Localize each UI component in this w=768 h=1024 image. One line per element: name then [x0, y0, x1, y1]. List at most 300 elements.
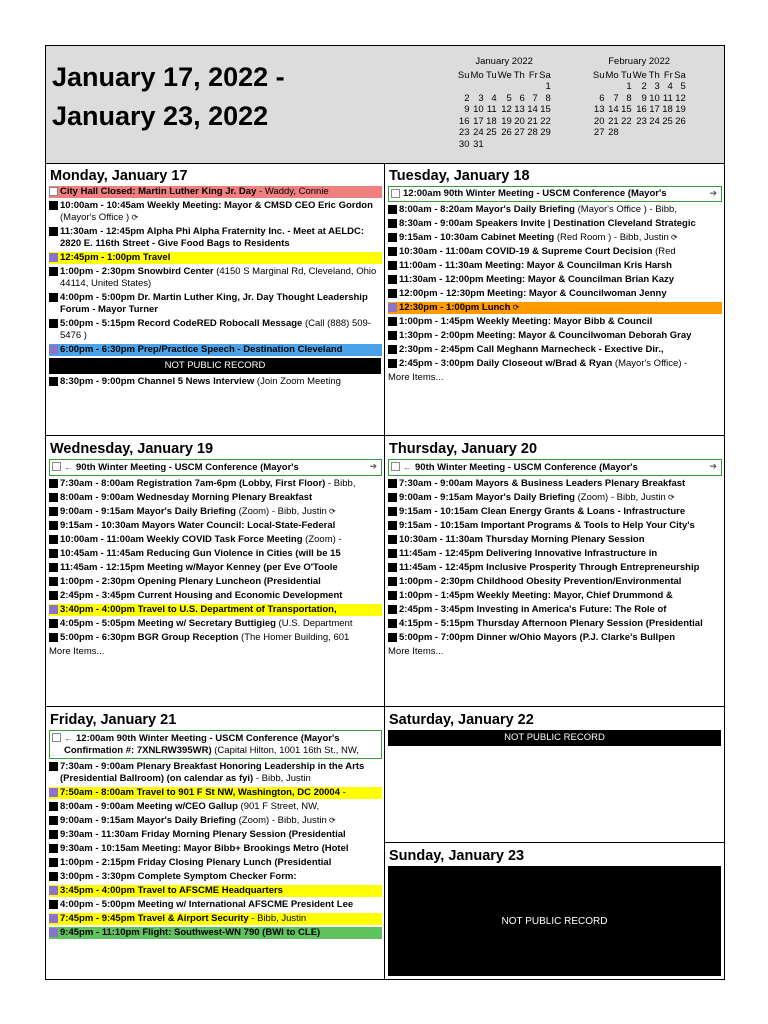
event-title: 10:30am - 11:30am Thursday Morning Plenary Session	[399, 534, 645, 545]
recurring-icon: ⟳	[665, 493, 675, 502]
calendar-event[interactable]	[388, 260, 722, 272]
category-square-icon	[391, 189, 400, 198]
calendar-event[interactable]	[49, 843, 382, 855]
category-square-icon	[388, 233, 397, 242]
mini-calendar-week	[592, 116, 686, 128]
event-details: (Red	[652, 246, 676, 257]
mini-calendar-date[interactable]: 6	[599, 92, 605, 104]
event-details: (Zoom) - Bibb, Justin	[574, 492, 666, 503]
mini-calendar-week	[592, 81, 686, 93]
more-items-link[interactable]: More Items...	[388, 646, 444, 657]
mini-calendar-date[interactable]: 25	[662, 115, 673, 127]
calendar-page	[45, 45, 725, 980]
event-title: 11:30am - 12:45pm Alpha Phi Alpha Fraternity Inc. - Meet at AELDC: 2820 E. 116th Street - Give Food Bags to Residents	[60, 226, 365, 249]
calendar-event[interactable]	[49, 226, 382, 250]
category-square-icon	[49, 293, 58, 302]
category-square-icon	[52, 733, 61, 742]
mini-calendar-date[interactable]: 28	[608, 127, 619, 138]
category-square-icon	[49, 253, 58, 262]
event-title: 4:15pm - 5:15pm Thursday Afternoon Plenary Session (Presidential	[399, 618, 703, 629]
calendar-event[interactable]	[388, 478, 722, 490]
calendar-event[interactable]	[49, 885, 382, 897]
mini-calendar-date[interactable]: 7	[613, 92, 619, 104]
mini-calendar-date[interactable]: 23	[458, 127, 470, 138]
calendar-event[interactable]	[49, 292, 382, 316]
more-items-link[interactable]: More Items...	[49, 646, 105, 657]
calendar-event[interactable]	[49, 871, 382, 883]
calendar-event[interactable]	[49, 478, 382, 490]
mini-calendar-date[interactable]	[497, 139, 512, 151]
mini-calendar-date[interactable]	[525, 81, 538, 93]
category-square-icon	[49, 914, 58, 923]
banner-event-title: 90th Winter Meeting - USCM Conference (Mayor's	[415, 462, 638, 473]
mini-calendar-date[interactable]	[484, 81, 497, 93]
calendar-event[interactable]	[49, 252, 382, 264]
calendar-event[interactable]	[388, 604, 722, 616]
category-square-icon	[388, 359, 397, 368]
mini-calendar-date[interactable]: 26	[501, 127, 512, 138]
calendar-event[interactable]	[388, 204, 722, 216]
calendar-event[interactable]	[388, 506, 722, 518]
category-square-icon	[49, 345, 58, 354]
mini-calendar-date[interactable]	[512, 139, 525, 151]
mini-calendar-date[interactable]	[619, 127, 632, 139]
event-title: 8:00am - 8:20am Mayor's Daily Briefing	[399, 204, 575, 215]
category-square-icon	[49, 377, 58, 386]
continues-right-arrow-icon: ➔	[369, 461, 377, 471]
mini-calendar-date[interactable]: 28	[527, 127, 538, 138]
mini-calendar-date[interactable]: 31	[473, 138, 484, 150]
all-day-event-banner[interactable]	[49, 459, 382, 476]
event-title: 10:00am - 11:00am Weekly COVID Task Force Meeting	[60, 534, 303, 545]
mini-calendar-date[interactable]: 15	[540, 104, 551, 115]
mini-calendar-date[interactable]: 3	[654, 81, 660, 92]
event-title: 5:00pm - 6:30pm BGR Group Reception	[60, 632, 239, 643]
mini-calendar-date[interactable]: 16	[458, 115, 470, 127]
event-title: 7:30am - 8:00am Registration 7am-6pm (Lobby, First Floor)	[60, 478, 326, 489]
event-title: 7:45pm - 9:45pm Travel & Airport Security	[60, 913, 249, 924]
category-square-icon	[49, 549, 58, 558]
event-details: (Mayor's Office ) - Bibb,	[574, 204, 677, 215]
continues-from-left-icon: ←	[64, 462, 73, 472]
calendar-event[interactable]	[388, 548, 722, 560]
mini-calendar-date[interactable]: 17	[473, 115, 484, 127]
calendar-event[interactable]	[49, 913, 382, 925]
category-square-icon	[49, 187, 58, 196]
category-square-icon	[49, 267, 58, 276]
mini-calendar-week	[457, 127, 551, 139]
event-details: (Mayor's Office )	[60, 212, 130, 223]
category-square-icon	[388, 275, 397, 284]
mini-calendar-date[interactable]: 26	[675, 115, 686, 127]
all-day-event-banner[interactable]	[388, 186, 722, 202]
mini-calendar-date[interactable]: 13	[514, 104, 525, 115]
mini-calendar-date[interactable]: 10	[649, 92, 660, 104]
calendar-event[interactable]	[388, 246, 722, 258]
day-sunday	[385, 843, 724, 979]
event-title: 9:30am - 10:15am Meeting: Mayor Bibb+ Brookings Metro (Hotel	[60, 843, 349, 854]
mini-calendar-date[interactable]: 14	[608, 104, 619, 115]
mini-calendar-date[interactable]: 9	[464, 104, 470, 115]
category-square-icon	[49, 521, 58, 530]
title-line-2: January 23, 2022	[52, 101, 269, 131]
mini-calendar-date[interactable]	[660, 127, 673, 139]
event-details: (Join Zoom Meeting	[254, 376, 341, 387]
continues-from-left-icon: ←	[403, 462, 412, 472]
banner-event-title: 12:00am 90th Winter Meeting - USCM Conference (Mayor's	[403, 188, 667, 199]
mini-calendar-date[interactable]: 24	[473, 127, 484, 138]
calendar-event[interactable]	[388, 618, 722, 630]
category-square-icon	[388, 331, 397, 340]
category-square-icon	[49, 900, 58, 909]
mini-calendar-date[interactable]: 20	[593, 115, 605, 127]
category-square-icon	[49, 591, 58, 600]
mini-calendar-month: January 2022	[475, 56, 533, 67]
mini-calendar-date[interactable]: 1	[626, 81, 632, 92]
dow-label: Th	[513, 69, 525, 81]
event-title: 2:45pm - 3:45pm Investing in America's Future: The Role of	[399, 604, 667, 615]
event-title: 8:00am - 9:00am Wednesday Morning Plenary Breakfast	[60, 492, 313, 503]
dow-label: Su	[457, 69, 470, 81]
event-title: 3:45pm - 4:00pm Travel to AFSCME Headquarters	[60, 885, 283, 896]
mini-calendar-date[interactable]: 2	[464, 92, 470, 104]
event-title: 4:05pm - 5:05pm Meeting w/ Secretary Buttigieg	[60, 618, 276, 629]
mini-calendar-date[interactable]: 18	[486, 115, 497, 127]
event-details: - Waddy, Connie	[256, 186, 329, 197]
all-day-event-banner[interactable]	[49, 730, 382, 759]
recurring-icon: ⟳	[510, 303, 520, 312]
mini-calendar-february	[592, 56, 686, 139]
mini-calendar-date[interactable]: 16	[636, 104, 647, 115]
calendar-event[interactable]	[49, 632, 382, 644]
event-title: 9:00am - 9:15am Mayor's Daily Briefing	[60, 506, 236, 517]
mini-calendar-date[interactable]	[484, 139, 497, 151]
calendar-event[interactable]	[49, 618, 382, 630]
mini-calendar-date[interactable]: 8	[626, 92, 632, 104]
dow-label: We	[497, 69, 512, 81]
calendar-event[interactable]	[388, 520, 722, 532]
category-square-icon	[388, 549, 397, 558]
day-title: Wednesday, January 19	[50, 441, 214, 457]
mini-calendar-date[interactable]: 19	[675, 104, 686, 115]
mini-calendar-date[interactable]: 8	[545, 92, 551, 104]
mini-calendar-date[interactable]	[512, 81, 525, 93]
mini-calendar-date[interactable]: 5	[506, 92, 512, 104]
event-title: 10:30am - 11:00am COVID-19 & Supreme Court Decision	[399, 246, 653, 257]
dow-label: Sa	[539, 69, 551, 81]
calendar-event[interactable]	[49, 548, 382, 560]
category-square-icon	[49, 577, 58, 586]
event-title: 1:30pm - 2:00pm Meeting: Mayor & Councilwoman Deborah Gray	[399, 330, 692, 341]
mini-calendar-date[interactable]: 19	[501, 115, 512, 127]
mini-calendar-date[interactable]	[605, 81, 619, 93]
mini-calendar-date[interactable]: 27	[514, 127, 525, 138]
mini-calendar-date[interactable]: 10	[473, 104, 484, 115]
mini-calendar-date[interactable]	[525, 139, 538, 151]
mini-calendar-date[interactable]: 22	[621, 115, 632, 127]
calendar-event[interactable]	[49, 829, 382, 841]
category-square-icon	[49, 872, 58, 881]
dow-label: Fr	[663, 69, 673, 81]
category-square-icon	[388, 219, 397, 228]
mini-calendar-date[interactable]: 18	[662, 104, 673, 115]
dow-label: Mo	[470, 69, 484, 81]
event-title: 8:30am - 9:00am Speakers Invite | Destination Cleveland Strategic	[399, 218, 696, 229]
dow-label: Su	[592, 69, 605, 81]
mini-calendar-date[interactable]	[497, 81, 512, 93]
event-title: 12:30pm - 1:00pm Lunch	[399, 302, 511, 313]
mini-calendar-date[interactable]	[673, 127, 686, 139]
calendar-event[interactable]	[49, 506, 382, 518]
calendar-event[interactable]	[49, 761, 382, 785]
event-title: 6:00pm - 6:30pm Prep/Practice Speech - Destination Cleveland	[60, 344, 343, 355]
calendar-event[interactable]	[49, 200, 382, 224]
calendar-event[interactable]	[388, 316, 722, 328]
event-title: 9:45pm - 11:10pm Flight: Southwest-WN 790 (BWI to CLE)	[60, 927, 321, 938]
mini-calendar-date[interactable]: 30	[458, 138, 470, 150]
calendar-event[interactable]	[49, 590, 382, 602]
category-square-icon	[49, 928, 58, 937]
event-title: 9:15am - 10:15am Clean Energy Grants & Loans - Infrastructure	[399, 506, 686, 517]
mini-calendar-date[interactable]: 13	[593, 104, 605, 115]
event-title: 1:00pm - 1:45pm Weekly Meeting: Mayor Bibb & Council	[399, 316, 653, 327]
not-public-record-label: NOT PUBLIC RECORD	[501, 915, 608, 927]
dow-label: Tu	[620, 69, 632, 81]
event-details: (Zoom) -	[302, 534, 342, 545]
event-details: (4150 S Marginal Rd, Cleveland, Ohio 44114, United States)	[60, 266, 377, 289]
calendar-event[interactable]	[388, 562, 722, 574]
mini-calendar-date[interactable]: 12	[501, 104, 512, 115]
calendar-event[interactable]	[49, 815, 382, 827]
mini-calendar-date[interactable]: 4	[667, 81, 673, 92]
mini-calendar-date[interactable]: 27	[593, 127, 605, 138]
mini-calendar-week	[592, 127, 686, 139]
day-saturday	[385, 707, 724, 843]
mini-calendar-january	[457, 56, 551, 150]
event-details: -	[340, 787, 346, 798]
calendar-event[interactable]	[49, 857, 382, 869]
dow-label: Th	[648, 69, 660, 81]
category-square-icon	[388, 303, 397, 312]
mini-calendar-date[interactable]: 4	[491, 92, 497, 104]
mini-calendar-date[interactable]: 11	[486, 104, 497, 115]
event-title: 9:00am - 9:15am Mayor's Daily Briefing	[399, 492, 575, 503]
mini-calendar-dow-row	[592, 70, 686, 82]
event-title: 1:00pm - 2:30pm Snowbird Center	[60, 266, 214, 277]
calendar-event[interactable]	[388, 344, 722, 356]
category-square-icon	[388, 345, 397, 354]
mini-calendar-date[interactable]	[470, 81, 484, 93]
category-square-icon	[49, 788, 58, 797]
event-title: 5:00pm - 5:15pm Record CodeRED Robocall Message	[60, 318, 303, 329]
mini-calendar-grid	[592, 70, 686, 139]
calendar-event[interactable]	[388, 590, 722, 602]
mini-calendar-week	[457, 81, 551, 93]
mini-calendar-date[interactable]: 24	[649, 115, 660, 127]
mini-calendar-date[interactable]	[457, 81, 470, 93]
category-square-icon	[391, 462, 400, 471]
calendar-event[interactable]	[388, 492, 722, 504]
event-details: - Bibb, Justin	[253, 773, 311, 784]
category-square-icon	[388, 521, 397, 530]
event-title: 7:50am - 8:00am Travel to 901 F St NW, Washington, DC 20004	[60, 787, 340, 798]
event-details: (The Homer Building, 601	[238, 632, 350, 643]
calendar-event[interactable]	[388, 358, 722, 370]
event-title: 9:15am - 10:15am Important Programs & Tools to Help Your City's	[399, 520, 695, 531]
event-details: - Bibb, Justin	[248, 913, 307, 924]
calendar-event[interactable]	[49, 266, 382, 290]
calendar-event[interactable]	[49, 562, 382, 574]
calendar-event[interactable]	[49, 787, 382, 799]
mini-calendar-date[interactable]: 29	[540, 127, 551, 138]
mini-calendar-date[interactable]	[538, 139, 551, 151]
calendar-event[interactable]	[49, 520, 382, 532]
mini-calendar-date[interactable]: 1	[545, 81, 551, 92]
category-square-icon	[49, 844, 58, 853]
mini-calendar-date[interactable]: 3	[478, 92, 484, 104]
calendar-event[interactable]	[49, 576, 382, 588]
calendar-event[interactable]	[49, 927, 382, 939]
recurring-icon: ⟳	[326, 816, 336, 825]
mini-calendar-week	[592, 93, 686, 105]
calendar-event[interactable]	[49, 604, 382, 616]
mini-calendar-date[interactable]: 12	[675, 92, 686, 104]
mini-calendar-dow-row	[457, 70, 551, 82]
day-tuesday	[385, 163, 724, 436]
category-square-icon	[49, 816, 58, 825]
mini-calendar-week	[457, 93, 551, 105]
mini-calendar-date[interactable]: 21	[608, 115, 619, 127]
calendar-event[interactable]	[388, 288, 722, 300]
day-wednesday	[46, 436, 385, 707]
calendar-event[interactable]	[49, 899, 382, 911]
event-title: 1:00pm - 1:45pm Weekly Meeting: Mayor, Chief Drummond &	[399, 590, 673, 601]
mini-calendar-date[interactable]: 20	[514, 115, 525, 127]
mini-calendar-date[interactable]: 21	[527, 115, 538, 127]
category-square-icon	[388, 205, 397, 214]
continues-right-arrow-icon: ➔	[709, 188, 717, 198]
mini-calendar-date[interactable]: 2	[641, 81, 647, 92]
event-title: 9:30am - 11:30am Friday Morning Plenary Session (Presidential	[60, 829, 346, 840]
mini-calendar-date[interactable]: 7	[532, 92, 538, 104]
category-square-icon	[388, 289, 397, 298]
event-details: (Mayor's Office) -	[612, 358, 688, 369]
event-details: (Zoom) - Bibb, Justin	[235, 815, 327, 826]
mini-calendar-date[interactable]: 22	[540, 115, 551, 127]
day-title: Tuesday, January 18	[389, 168, 530, 184]
category-square-icon	[49, 605, 58, 614]
category-square-icon	[388, 591, 397, 600]
more-items-link[interactable]: More Items...	[388, 372, 444, 383]
mini-calendar-date[interactable]: 17	[649, 104, 660, 115]
calendar-event[interactable]	[388, 274, 722, 286]
event-title: 2:30pm - 2:45pm Call Meghann Marnecheck - Exective Dir.,	[399, 344, 664, 355]
event-title: 1:00pm - 2:15pm Friday Closing Plenary Lunch (Presidential	[60, 857, 332, 868]
mini-calendar-date[interactable]: 6	[519, 92, 525, 104]
category-square-icon	[49, 886, 58, 895]
calendar-event[interactable]	[49, 344, 382, 356]
category-square-icon	[388, 633, 397, 642]
calendar-event[interactable]	[388, 632, 722, 644]
calendar-event[interactable]	[388, 534, 722, 546]
all-day-event-banner[interactable]	[388, 459, 722, 476]
mini-calendar-week	[592, 104, 686, 116]
recurring-icon: ⟳	[129, 213, 139, 222]
mini-calendar-date[interactable]	[592, 81, 605, 93]
calendar-event[interactable]	[388, 302, 722, 314]
event-title: 8:00am - 9:00am Meeting w/CEO Gallup	[60, 801, 238, 812]
mini-calendar-date[interactable]: 15	[621, 104, 632, 115]
calendar-event[interactable]	[388, 232, 722, 244]
day-title: Saturday, January 22	[389, 712, 534, 728]
calendar-event[interactable]	[388, 576, 722, 588]
calendar-event[interactable]	[49, 801, 382, 813]
event-title: 5:00pm - 7:00pm Dinner w/Ohio Mayors (P.J. Clarke's Bullpen	[399, 632, 676, 643]
event-title: 7:30am - 9:00am Mayors & Business Leaders Plenary Breakfast	[399, 478, 686, 489]
calendar-event[interactable]	[388, 218, 722, 230]
calendar-event[interactable]	[49, 534, 382, 546]
category-square-icon	[388, 577, 397, 586]
event-title: City Hall Closed: Martin Luther King Jr. Day	[60, 186, 257, 197]
mini-calendar-date[interactable]: 23	[636, 115, 647, 127]
mini-calendar-date[interactable]	[647, 127, 660, 139]
event-title: 11:30am - 12:00pm Meeting: Mayor & Councilman Brian Kazy	[399, 274, 675, 285]
mini-calendar-week	[457, 139, 551, 151]
event-title: 9:00am - 9:15am Mayor's Daily Briefing	[60, 815, 236, 826]
event-title: 11:00am - 11:30am Meeting: Mayor & Councilman Kris Harsh	[399, 260, 672, 271]
category-square-icon	[388, 605, 397, 614]
mini-calendar-date[interactable]: 5	[680, 81, 686, 92]
mini-calendar-date[interactable]	[632, 127, 647, 139]
dow-label: Sa	[674, 69, 686, 81]
event-title: 11:45am - 12:45pm Inclusive Prosperity Through Entrepreneurship	[399, 562, 700, 573]
event-title: 1:00pm - 2:30pm Opening Plenary Luncheon (Presidential	[60, 576, 321, 587]
week-range-title	[52, 58, 285, 136]
event-title: 12:00pm - 12:30pm Meeting: Mayor & Councilwoman Jenny	[399, 288, 667, 299]
calendar-event[interactable]	[49, 376, 382, 388]
category-square-icon	[388, 563, 397, 572]
event-title: 10:45am - 11:45am Reducing Gun Violence in Cities (will be 15	[60, 548, 341, 559]
event-title: 9:15am - 10:30am Cabinet Meeting	[399, 232, 555, 243]
dow-label: We	[632, 69, 647, 81]
mini-calendar-date[interactable]: 14	[527, 104, 538, 115]
mini-calendar-grid	[457, 70, 551, 151]
calendar-event[interactable]	[49, 318, 382, 342]
calendar-event[interactable]	[49, 492, 382, 504]
mini-calendar-date[interactable]: 9	[641, 92, 647, 104]
day-thursday	[385, 436, 724, 707]
event-title: 9:15am - 10:30am Mayors Water Council: Local-State-Federal	[60, 520, 336, 531]
mini-calendar-month: February 2022	[608, 56, 671, 67]
day-friday	[46, 707, 385, 979]
calendar-header	[46, 46, 724, 164]
continues-from-left-icon: ←	[64, 733, 73, 743]
category-square-icon	[49, 201, 58, 210]
calendar-event[interactable]	[49, 186, 382, 198]
category-square-icon	[388, 479, 397, 488]
calendar-event[interactable]	[388, 330, 722, 342]
banner-event-title: 12:00am 90th Winter Meeting - USCM Conference (Mayor's Confirmation #: 7XNLRW395WR)	[64, 733, 340, 756]
category-square-icon	[49, 319, 58, 328]
category-square-icon	[49, 493, 58, 502]
mini-calendar-date[interactable]: 25	[486, 127, 497, 138]
category-square-icon	[388, 261, 397, 270]
banner-event-details: (Capital Hilton, 1001 16th St., NW,	[211, 745, 359, 756]
event-title: 12:45pm - 1:00pm Travel	[60, 252, 171, 263]
event-title: 7:30am - 9:00am Plenary Breakfast Honoring Leadership in the Arts (Presidential Ballroom) (on calendar as fyi)	[60, 761, 365, 784]
event-title: 8:30pm - 9:00pm Channel 5 News Interview	[60, 376, 255, 387]
mini-calendar-date[interactable]: 11	[662, 92, 673, 104]
